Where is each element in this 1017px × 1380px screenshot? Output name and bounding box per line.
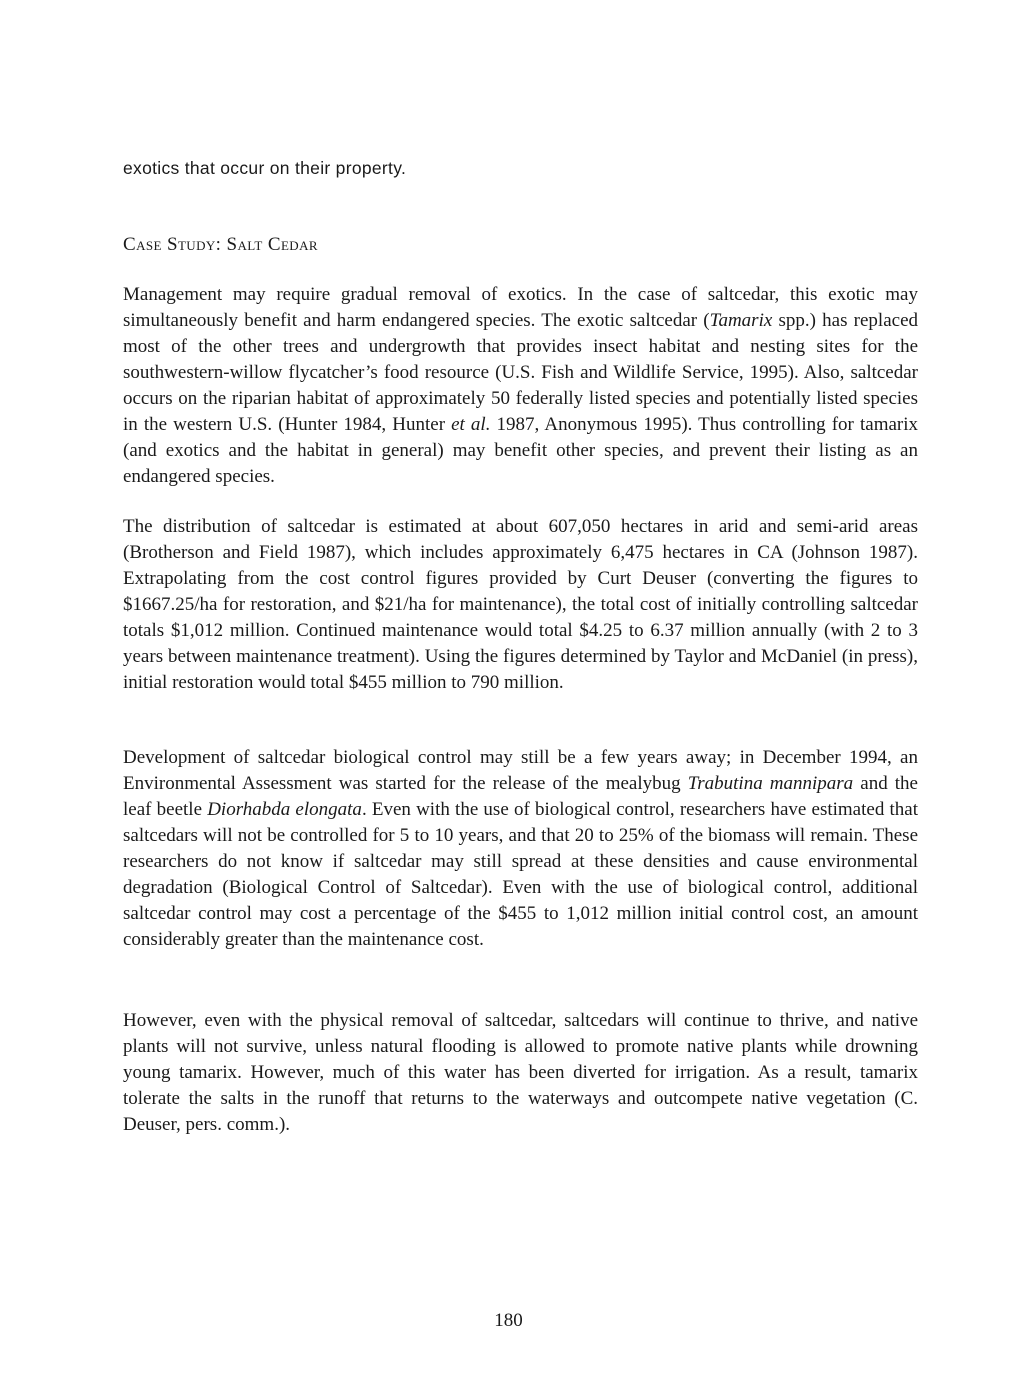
p1-italic-et-al: et al. (451, 414, 491, 435)
p3-italic-diorhabda: Diorhabda elongata (207, 799, 362, 820)
p1-text-b: spp.) has replaced most of the other trees and undergrowth that provides insect habitat and nesting sites for the southwestern-willow flycatcher’s food resource (U.S. Fish and Wildlife Service, 1995). Also, saltcedar occurs on the riparian habitat of approximately 50 federally listed species and potentially listed species in the western U.S. (Hunter 1984, Hunter (123, 310, 919, 435)
p1-text-a: Management may require gradual removal of exotics. In the case of saltcedar, this exotic may simultaneously benefit and harm endangered species. The exotic saltcedar ( (123, 284, 918, 331)
p3-text-a: Development of saltcedar biological control may still be a few years away; in December 1994, an Environmental Assessment was started for the release of the mealybug (123, 747, 918, 794)
paragraph-management (123, 282, 918, 490)
p1-italic-tamarix: Tamarix (709, 310, 773, 331)
page-number: 180 (494, 1310, 523, 1331)
paragraph-physical-removal: However, even with the physical removal of saltcedar, saltcedars will continue to thrive, and native plants will not survive, unless natural flooding is allowed to promote native plants while drowning young tamarix. However, much of this water has been diverted for irrigation. As a result, tamarix tolerate the salts in the runoff that returns to the waterways and outcompete native vegetation (C. Deuser, pers. comm.). (123, 1010, 918, 1135)
p3-text-c: . Even with the use of biological control, researchers have estimated that saltcedars will not be controlled for 5 to 10 years, and that 20 to 25% of the biomass will remain. These researchers do not know if saltcedar may still spread at these densities and cause environmental degradation (Biological Control of Saltcedar). Even with the use of biological control, additional saltcedar control may cost a percentage of the $455 to 1,012 million initial control cost, an amount considerably greater than the maintenance cost. (123, 799, 918, 950)
paragraph-biological-control (123, 745, 918, 953)
p3-text-b: and the leaf beetle (123, 773, 918, 820)
paragraph-distribution: The distribution of saltcedar is estimated at about 607,050 hectares in arid and semi-arid areas (Brotherson and Field 1987), which includes approximately 6,475 hectares in CA (Johnson 1987). Extrapolating from the cost control figures provided by Curt Deuser (converting the figures to $1667.25/ha for restoration, and $21/ha for maintenance), the total cost of initially controlling saltcedar totals $1,012 million. Continued maintenance would total $4.25 to 6.37 million annually (with 2 to 3 years between maintenance treatment). Using the figures determined by Taylor and McDaniel (in press), initial restoration would total $455 million to 790 million. (123, 516, 918, 693)
section-heading: Case Study: Salt Cedar (123, 234, 318, 255)
p1-text-c: 1987, Anonymous 1995). Thus controlling for tamarix (and exotics and the habitat in general) may benefit other species, and prevent their listing as an endangered species. (123, 414, 919, 487)
lead-line: exotics that occur on their property. (123, 158, 407, 178)
p3-italic-trabutina: Trabutina mannipara (687, 773, 854, 794)
